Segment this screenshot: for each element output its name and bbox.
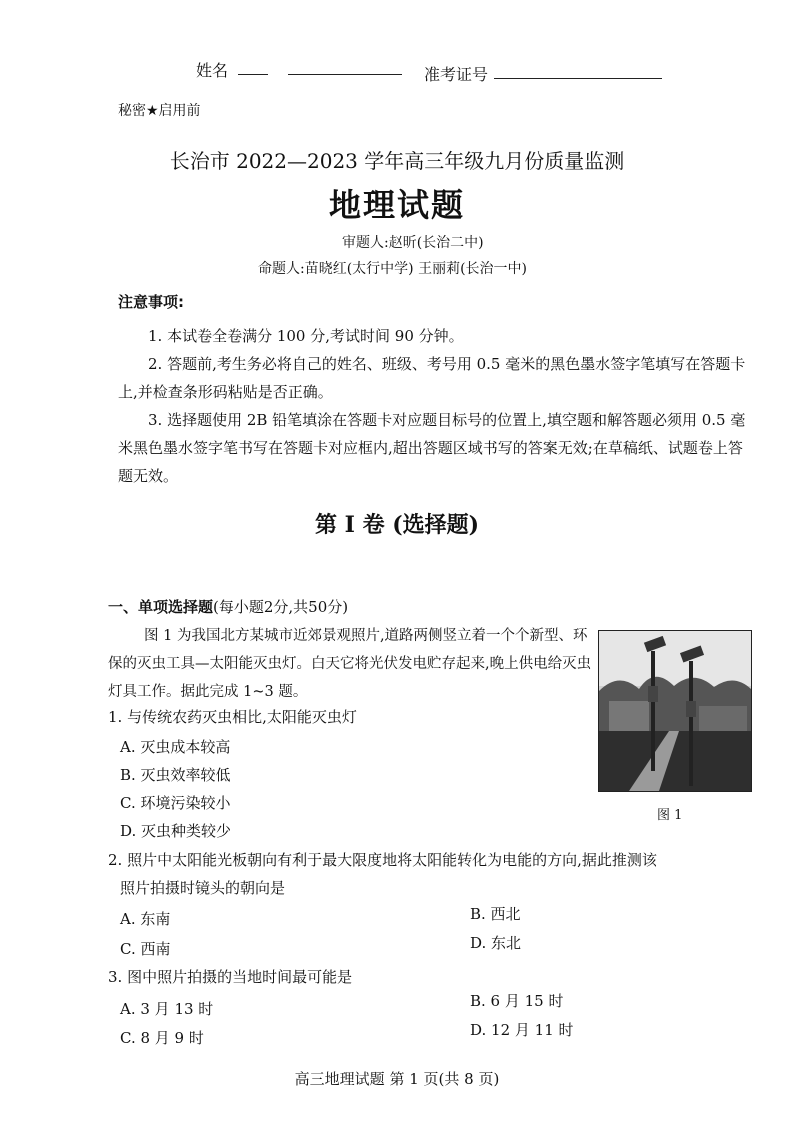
option-item: A. 灭虫成本较高 (120, 738, 231, 756)
option-item: A. 东南 (120, 910, 171, 928)
notice-item: 2. 答题前,考生务必将自己的姓名、班级、考号用 0.5 毫米的黑色墨水签字笔填写在答题卡上,并检查条形码粘贴是否正确。 (118, 355, 746, 401)
notice-item: 3. 选择题使用 2B 铅笔填涂在答题卡对应题目标号的位置上,填空题和解答题必须用 0.5 毫米黑色墨水签字笔书写在答题卡对应框内,超出答题区域书写的答案无效;在草稿纸、试题卷上答题无效。 (118, 411, 746, 485)
notice-item: 1. 本试卷全卷满分 100 分,考试时间 90 分钟。 (148, 327, 464, 345)
question-intro: 图 1 为我国北方某城市近郊景观照片,道路两侧竖立着一个个新型、环保的灭虫工具—太阳能灭虫灯。白天它将光伏发电贮存起来,晚上供电给灭虫灯具工作。据此完成 1~3 题。 (108, 628, 592, 700)
figure-caption: 图 1 (657, 808, 683, 823)
section-heading-note: (每小题2分,共50分) (213, 598, 349, 616)
option-item: D. 东北 (470, 934, 522, 952)
exam-number-field[interactable] (494, 64, 662, 79)
volume-title: 第 I 卷 (选择题) (314, 512, 480, 538)
reviewer-line: 审题人:赵昕(长治二中) (342, 235, 484, 251)
option-item: D. 12 月 11 时 (470, 1021, 574, 1039)
option-item: A. 3 月 13 时 (120, 1000, 214, 1018)
question-stem: 3. 图中照片拍摄的当地时间最可能是 (108, 968, 353, 986)
question-stem: 2. 照片中太阳能光板朝向有利于最大限度地将太阳能转化为电能的方向,据此推测该 (108, 851, 657, 869)
option-item: C. 8 月 9 时 (120, 1029, 204, 1047)
page-footer: 高三地理试题 第 1 页(共 8 页) (294, 1070, 500, 1088)
option-item: B. 6 月 15 时 (470, 992, 564, 1010)
name-field[interactable] (238, 60, 268, 75)
name-label: 姓名 (196, 61, 229, 80)
confidential-mark: 秘密★启用前 (118, 103, 201, 119)
option-item: C. 西南 (120, 940, 171, 958)
exam-subtitle: 长治市 2022—2023 学年高三年级九月份质量监测 (169, 149, 625, 173)
name-field-extension[interactable] (288, 60, 402, 75)
street-lamp-photo-icon (599, 631, 751, 791)
option-item: C. 环境污染较小 (120, 794, 231, 812)
option-item: B. 灭虫效率较低 (120, 766, 231, 784)
section-heading (108, 596, 348, 617)
option-item: B. 西北 (470, 905, 521, 923)
question-stem: 1. 与传统农药灭虫相比,太阳能灭虫灯 (108, 708, 357, 726)
question-stem-continued: 照片拍摄时镜头的朝向是 (120, 879, 286, 897)
section-heading-label: 一、单项选择题 (108, 598, 214, 616)
exam-number-label: 准考证号 (424, 65, 489, 84)
setter-line: 命题人:苗晓红(太行中学) 王丽莉(长治一中) (258, 261, 528, 277)
page-title: 地理试题 (328, 186, 465, 224)
figure-1-photo (598, 630, 752, 792)
notice-heading: 注意事项: (118, 293, 184, 311)
option-item: D. 灭虫种类较少 (120, 822, 232, 840)
